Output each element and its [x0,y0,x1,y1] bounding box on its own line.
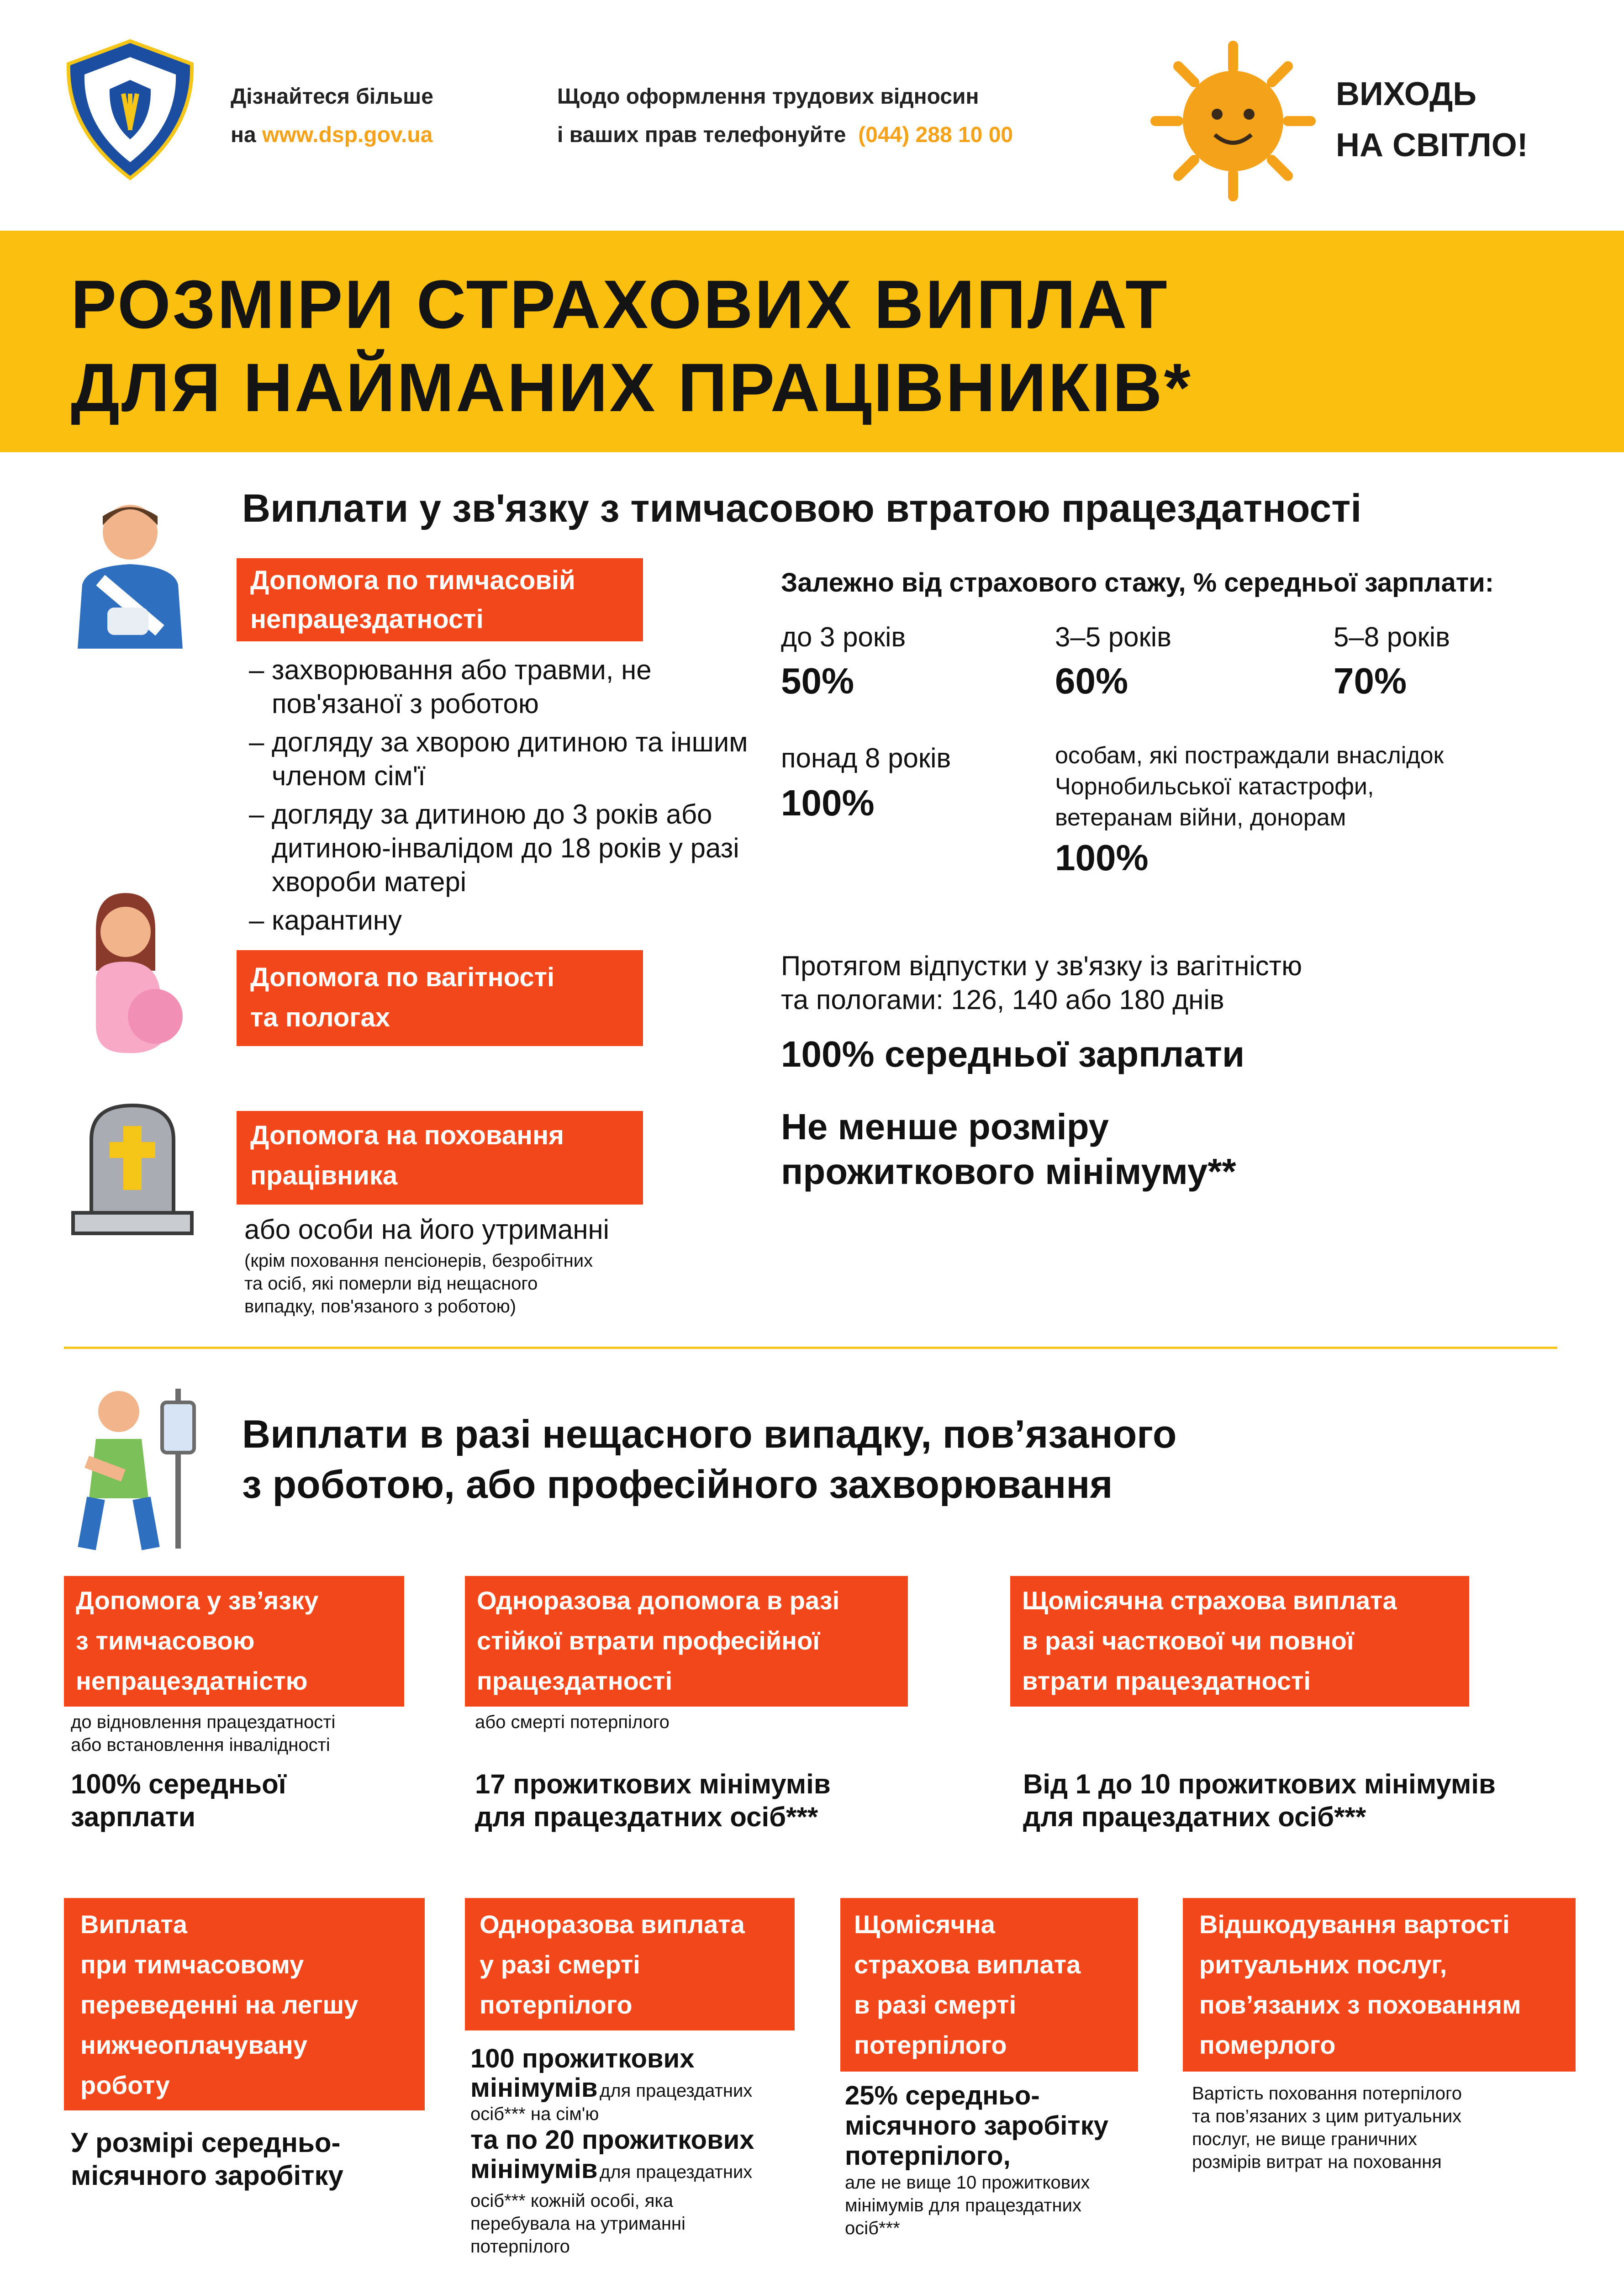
box-line: у разі смерті [480,1950,640,1979]
burial-note-line1: (крім поховання пенсіонерів, безробітних [244,1251,593,1271]
box-line: непрацездатністю [76,1666,308,1695]
value-line: мінімумів [470,2154,598,2184]
box-line: потерпілого [854,2030,1007,2059]
note-line: послуг, не вище граничних [1192,2129,1417,2149]
stage-label: до 3 років [781,622,906,652]
box-accident-onetime-disability [465,1576,908,1707]
value-line: У розмірі середньо- [71,2127,341,2158]
box-line: стійкої втрати професійної [477,1626,820,1655]
box-line: втрати працездатності [1022,1666,1311,1695]
note-line: або встановлення інвалідності [71,1735,330,1755]
box-lighter-work [64,1898,425,2110]
stage-value: 50% [781,661,854,701]
gravestone-icon [69,1099,196,1236]
note-line: осіб*** кожній особі, яка [470,2191,674,2211]
stage-label: 5–8 років [1334,622,1450,652]
box-line: Одноразова виплата [480,1910,745,1939]
dsp-logo-icon [64,39,196,180]
value-line: мінімумів [470,2073,598,2103]
injured-worker-iv-icon [69,1384,206,1553]
website-link[interactable]: www.dsp.gov.ua [262,123,433,147]
phone-number-link[interactable]: (044) 288 10 00 [858,123,1013,147]
note-line: або смерті потерпілого [475,1712,670,1732]
stage-label: понад 8 років [781,743,951,773]
box-pregnancy-line2: та пологах [250,1003,390,1032]
pregnancy-text-line1: Протягом відпустки у зв'язку із вагітністю [781,951,1302,981]
note-line: та пов’язаних з цим ритуальних [1192,2106,1462,2126]
divider [64,1347,1557,1349]
note-line: для працездатних [599,2162,753,2182]
note-line: мінімумів для працездатних [845,2195,1081,2215]
value-line: Від 1 до 10 прожиткових мінімумів [1023,1769,1496,1799]
stage-value: 100% [781,782,875,823]
box-line: нижчеоплачувану [80,2030,308,2059]
value-line: 17 прожиткових мінімумів [475,1769,831,1799]
note-line: розмірів витрат на поховання [1192,2152,1442,2172]
box-line: ритуальних послуг, [1199,1950,1447,1979]
box-line: Допомога у зв’язку [76,1586,319,1615]
box-line: при тимчасовому [80,1950,304,1979]
box-line: працездатності [477,1666,673,1695]
value-line: потерпілого, [845,2141,1011,2171]
box-line: в разі часткової чи повної [1022,1626,1354,1655]
box-line: Відшкодування вартості [1199,1910,1510,1939]
section2-heading-line1: Виплати в разі нещасного випадку, пов’язаного [242,1412,1177,1456]
chornobyl-text-line2: Чорнобильської катастрофи, [1055,773,1374,800]
box-line: переведенні на легшу [80,1990,359,2019]
note-line: осіб*** [845,2218,900,2238]
value-line: 100 прожиткових [470,2044,695,2073]
value-line: та по 20 прожиткових [470,2125,754,2155]
box-temporary-disability-line1: Допомога по тимчасовій [250,566,575,595]
note-line: перебувала на утриманні [470,2214,685,2234]
page-title-line2: ДЛЯ НАЙМАНИХ ПРАЦІВНИКІВ* [71,349,1192,426]
reason-item: – захворювання або травми, не пов'язаної з роботою [249,653,760,721]
box-temporary-disability [237,558,643,641]
burial-subtext: або особи на його утриманні [244,1214,609,1245]
campaign-title-line1: ВИХОДЬ [1336,76,1477,112]
reason-item: – карантину [249,904,760,937]
value-line: для працездатних осіб*** [475,1802,818,1832]
stage-label: 3–5 років [1055,622,1171,652]
value-line: місячного заробітку [71,2160,343,2191]
phone-text-line2: і ваших прав телефонуйте [557,123,846,147]
section1-heading: Виплати у зв'язку з тимчасовою втратою працездатності [242,486,1362,530]
box-burial [237,1111,643,1205]
box-onetime-death [465,1898,795,2030]
sun-mascot-icon [1146,37,1320,206]
pregnancy-text-line2: та пологами: 126, 140 або 180 днів [781,984,1224,1015]
box-line: Одноразова допомога в разі [477,1586,840,1615]
box-accident-monthly [1010,1576,1469,1707]
burial-value-line1: Не менше розміру [781,1106,1109,1147]
note-line: потерпілого [470,2236,570,2257]
box-burial-line1: Допомога на поховання [250,1121,564,1150]
box-line: в разі смерті [854,1990,1017,2019]
value-line: для працездатних осіб*** [1023,1802,1366,1832]
box-pregnancy [237,950,643,1046]
reason-item: – догляду за хворою дитиною та іншим членом сім'ї [249,725,760,793]
campaign-title-line2: НА СВІТЛО! [1336,127,1528,164]
note-line: Вартість поховання потерпілого [1192,2083,1462,2104]
box-line: Щомісячна [854,1910,995,1939]
stage-value: 70% [1334,661,1407,701]
box-funeral-compensation [1183,1898,1576,2072]
note-line: осіб*** на сім'ю [470,2104,599,2124]
page-title-line1: РОЗМІРИ СТРАХОВИХ ВИПЛАТ [71,266,1169,343]
burial-note-line3: випадку, пов'язаного з роботою) [244,1296,517,1316]
pregnant-woman-icon [69,888,183,1057]
note-line: до відновлення працездатності [71,1712,336,1732]
pregnancy-value: 100% середньої зарплати [781,1034,1245,1074]
box-line: потерпілого [480,1990,633,2019]
chornobyl-text-line1: особам, які постраждали внаслідок [1055,742,1444,769]
note-line: для працездатних [599,2081,753,2101]
box-line: пов’язаних з похованням [1199,1990,1521,2019]
value-line: 100% середньої [71,1769,286,1799]
box-line: Щомісячна страхова виплата [1022,1586,1397,1615]
learn-more-on: на [231,123,256,147]
phone-text-line1: Щодо оформлення трудових відносин [557,85,979,109]
box-monthly-death [840,1898,1138,2072]
value-line: зарплати [71,1802,196,1832]
title-banner [0,231,1624,452]
note-line: але не вище 10 прожиткових [845,2173,1090,2193]
box-line: померлого [1199,2030,1336,2059]
burial-value-line2: прожиткового мінімуму** [781,1151,1236,1192]
box-accident-temporary [64,1576,404,1707]
box-pregnancy-line1: Допомога по вагітності [250,962,555,992]
box-line: роботу [80,2071,170,2099]
value-line: 25% середньо- [845,2081,1040,2110]
reasons-list [249,653,760,937]
reason-item: – догляду за дитиною до 3 років або дитиною-інвалідом до 18 років у разі хвороби матері [249,798,760,899]
box-burial-line2: працівника [250,1161,398,1190]
injured-worker-icon [69,493,192,649]
section2-heading-line2: з роботою, або професійного захворювання [242,1463,1113,1507]
box-temporary-disability-line2: непрацездатності [250,604,484,634]
box-line: страхова виплата [854,1950,1081,1979]
learn-more-text: Дізнайтеся більше [231,85,433,109]
box-line: з тимчасовою [76,1626,255,1655]
box-line: Виплата [80,1910,187,1939]
chornobyl-value: 100% [1055,837,1149,878]
chornobyl-text-line3: ветеранам війни, донорам [1055,804,1346,831]
value-line: місячного заробітку [845,2111,1108,2141]
burial-note-line2: та осіб, які померли від нещасного [244,1274,538,1294]
stage-value: 60% [1055,661,1128,701]
stage-title: Залежно від страхового стажу, % середньої зарплати: [781,568,1494,597]
